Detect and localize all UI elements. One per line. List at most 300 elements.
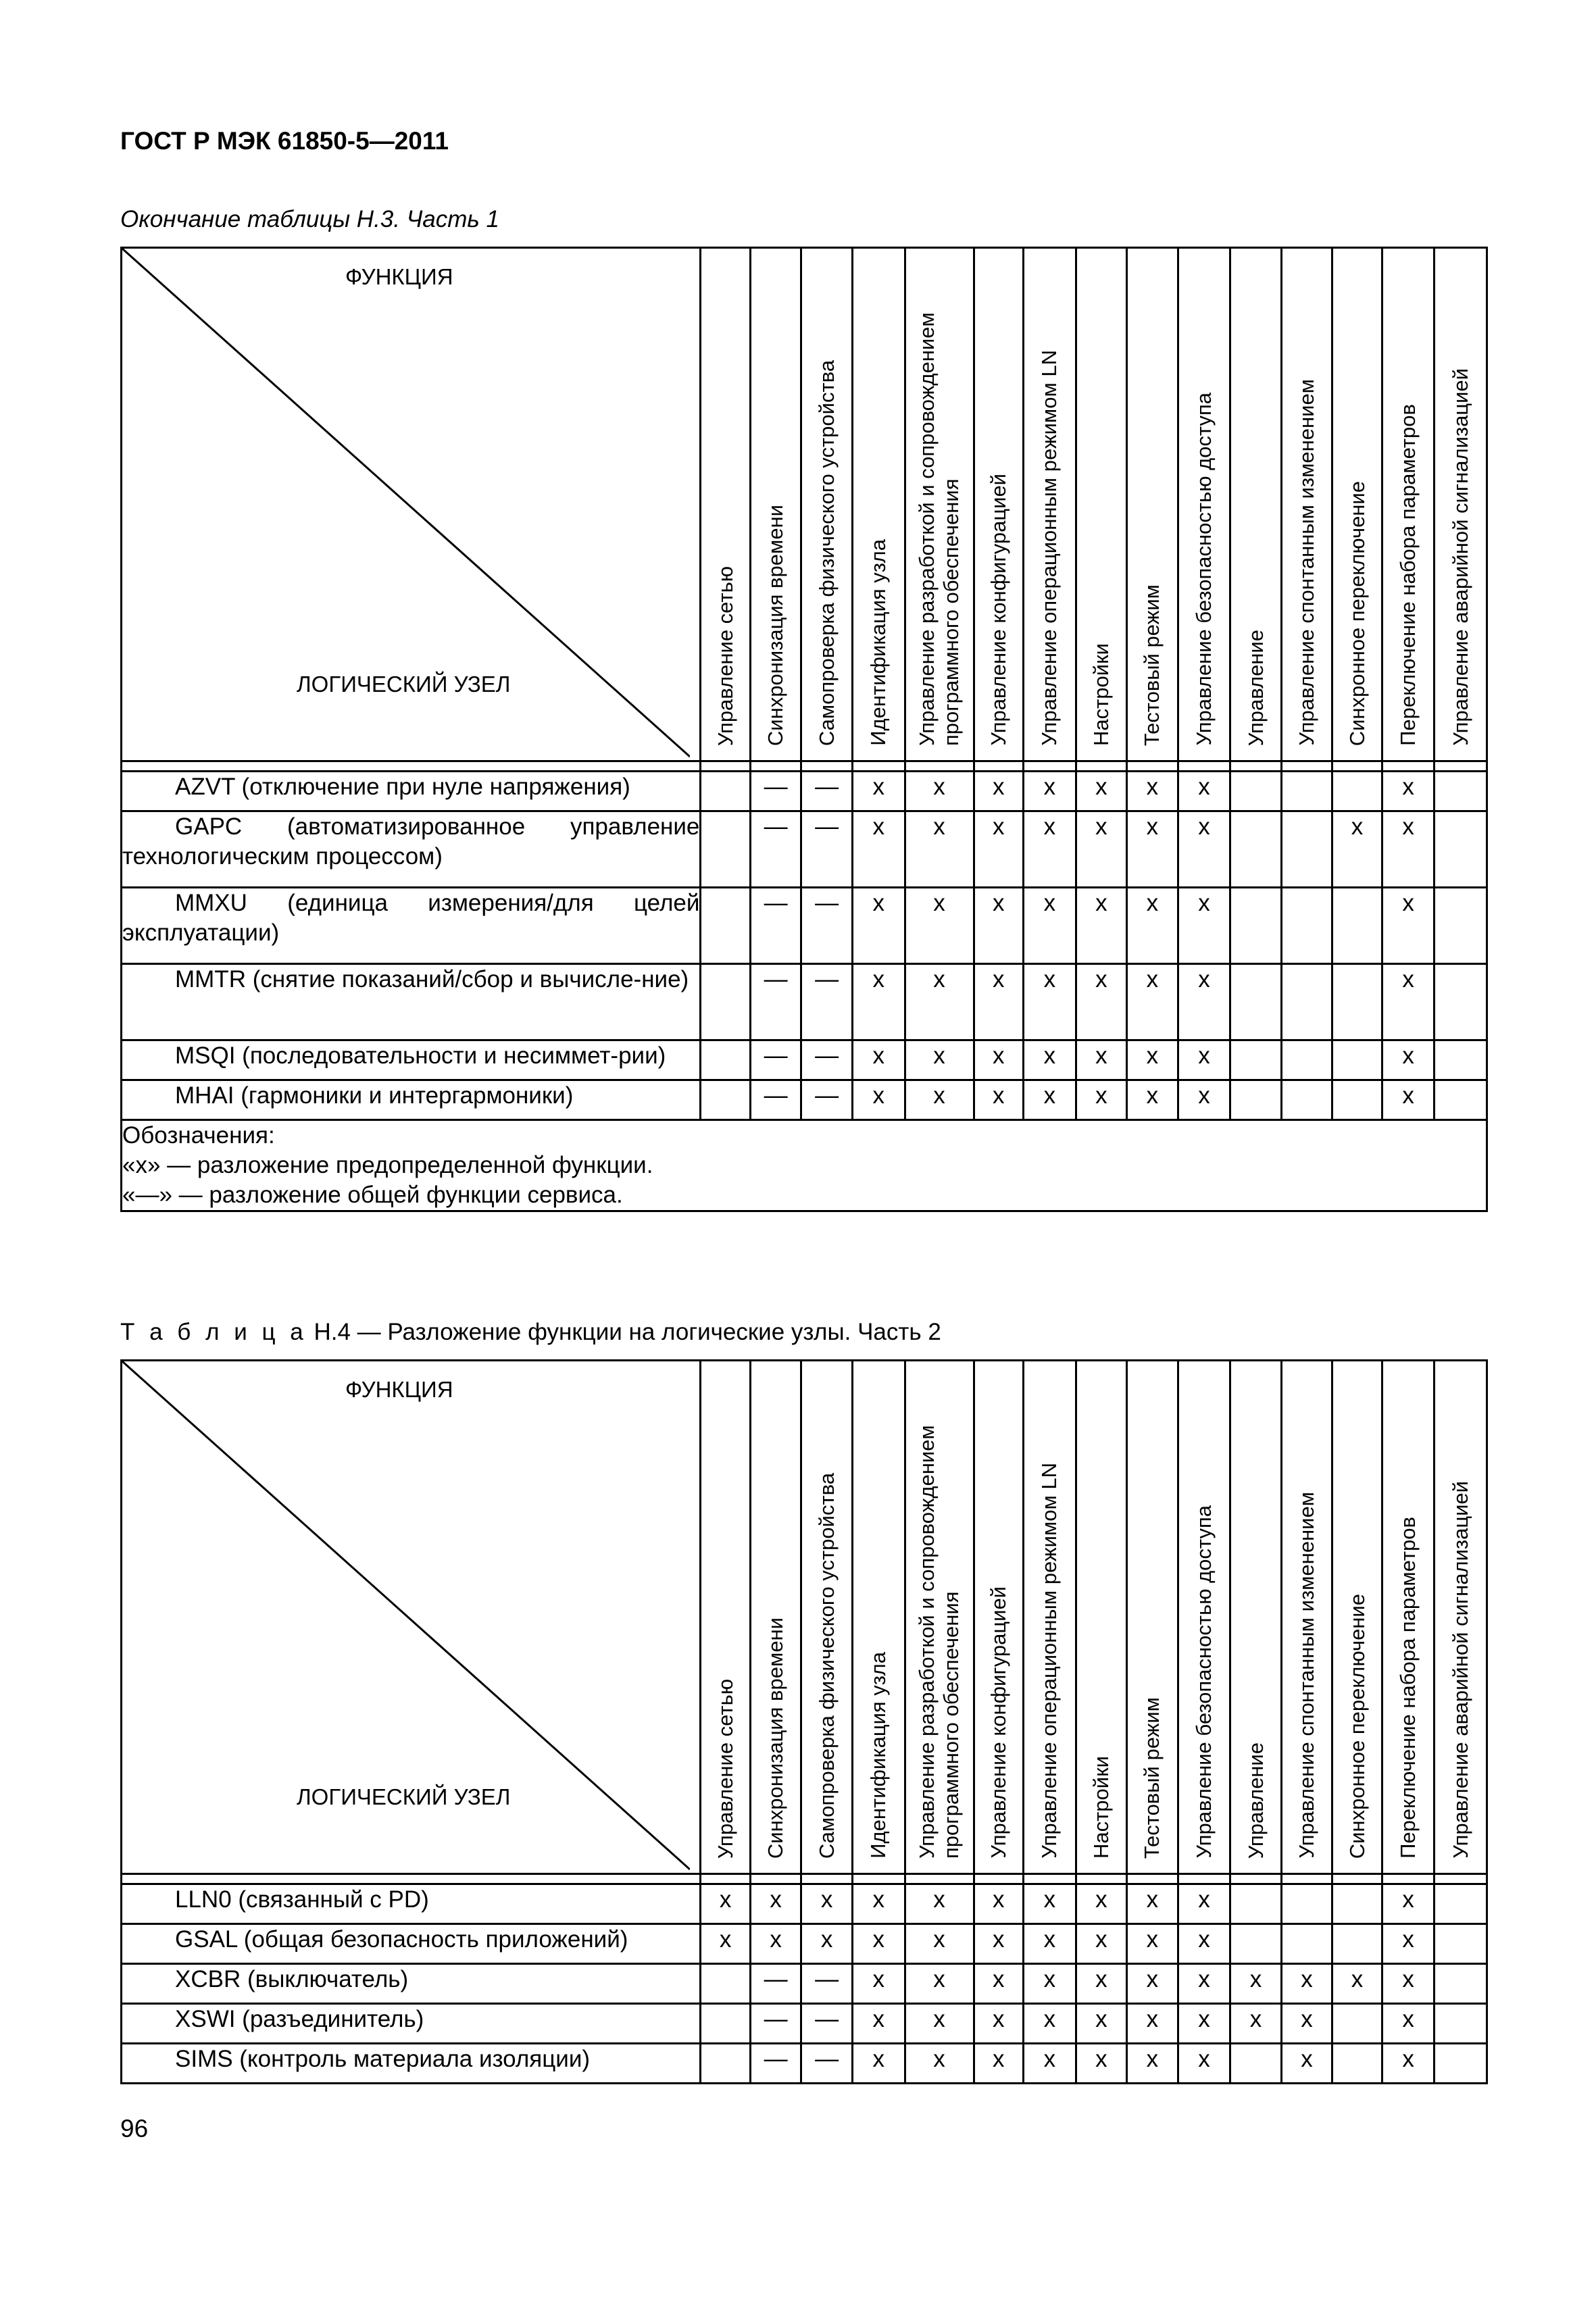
logical-node-name: MHAI (гармоники и интергармоники)	[122, 1080, 701, 1120]
table-cell	[701, 964, 750, 1040]
gap-cell	[750, 1874, 801, 1884]
table-cell: x	[905, 1884, 974, 1924]
gap-cell	[122, 1874, 701, 1884]
table-cell: —	[750, 888, 801, 964]
function-label: ФУНКЦИЯ	[345, 1377, 453, 1402]
table-cell: x	[1178, 1080, 1230, 1120]
table-row	[122, 1964, 1487, 2004]
table-cell	[701, 1080, 750, 1120]
column-header-label: Управление разработкой и сопровождением программного обеспечения	[915, 1425, 964, 1859]
table-cell	[1435, 2044, 1487, 2084]
column-header	[750, 248, 801, 761]
table-cell: x	[974, 964, 1023, 1040]
column-header-label: Управление аварийной сигнализацией	[1448, 1481, 1472, 1859]
column-header	[701, 1361, 750, 1874]
column-header	[750, 1361, 801, 1874]
document-code: ГОСТ Р МЭК 61850-5—2011	[120, 127, 449, 155]
table-cell: x	[750, 1924, 801, 1964]
logical-node-name: SIMS (контроль материала изоляции)	[122, 2044, 701, 2084]
table-cell: x	[1178, 1884, 1230, 1924]
table-cell: x	[974, 1040, 1023, 1080]
column-header	[1332, 1361, 1382, 1874]
table-cell	[1230, 1080, 1282, 1120]
column-header-label: Управление сетью	[713, 565, 737, 746]
gap-cell	[852, 1874, 905, 1884]
table-cell: x	[974, 1884, 1023, 1924]
gap-cell	[1435, 1874, 1487, 1884]
logical-node-name: MMXU (единица измерения/для целей эксплуатации)	[122, 888, 701, 964]
table-cell: x	[905, 811, 974, 888]
table-cell	[1435, 811, 1487, 888]
table-cell: —	[801, 2004, 853, 2044]
table-cell	[701, 888, 750, 964]
table2-caption-rest: Н.4 — Разложение функции на логические узлы. Часть 2	[307, 1319, 941, 1345]
table-cell: —	[750, 1964, 801, 2004]
logical-node-name: AZVT (отключение при нуле напряжения)	[122, 772, 701, 811]
column-header-label: Управление операционным режимом LN	[1037, 350, 1062, 746]
column-header	[1281, 1361, 1332, 1874]
gap-cell	[1382, 1874, 1435, 1884]
table-cell: x	[1024, 2044, 1076, 2084]
table-cell: x	[1178, 1924, 1230, 1964]
table-row	[122, 1080, 1487, 1120]
column-header-label: Настройки	[1089, 643, 1113, 746]
legend-line: «—» — разложение общей функции сервиса.	[122, 1182, 623, 1208]
table2	[120, 1359, 1488, 2084]
column-header	[974, 1361, 1023, 1874]
table-cell	[1435, 1964, 1487, 2004]
table-cell: x	[1076, 1080, 1127, 1120]
table-cell	[1435, 2004, 1487, 2044]
gap-cell	[974, 761, 1023, 772]
table-cell: x	[1127, 2044, 1178, 2084]
table-cell	[1332, 888, 1382, 964]
table-cell: x	[1127, 1080, 1178, 1120]
table-cell	[1332, 1884, 1382, 1924]
table-cell: x	[701, 1884, 750, 1924]
table-cell: x	[1127, 1964, 1178, 2004]
column-header	[1024, 248, 1076, 761]
table-cell: x	[1382, 964, 1435, 1040]
column-header	[974, 248, 1023, 761]
table-cell: —	[801, 964, 853, 1040]
table-row	[122, 2044, 1487, 2084]
table-cell	[1281, 1080, 1332, 1120]
column-header-label: Управление спонтанным изменением	[1295, 379, 1319, 746]
table-cell: x	[1024, 1884, 1076, 1924]
table-cell: x	[1127, 888, 1178, 964]
table-cell: x	[852, 1924, 905, 1964]
table-cell: x	[1178, 811, 1230, 888]
column-header-label: Синхронизация времени	[764, 1617, 788, 1859]
gap-cell	[1230, 1874, 1282, 1884]
table1	[120, 247, 1488, 1212]
column-header-label: Переключение набора параметров	[1396, 404, 1420, 746]
table-cell: x	[1024, 888, 1076, 964]
table-cell: x	[1076, 888, 1127, 964]
table-cell: x	[1024, 1924, 1076, 1964]
logical-node-name: MSQI (последовательности и несиммет-рии)	[122, 1040, 701, 1080]
table-cell: —	[801, 888, 853, 964]
table-cell	[1332, 2004, 1382, 2044]
table-cell: x	[1127, 811, 1178, 888]
table-cell: x	[1382, 1080, 1435, 1120]
table-cell: x	[905, 772, 974, 811]
table-cell	[1435, 1884, 1487, 1924]
gap-cell	[974, 1874, 1023, 1884]
column-header	[1178, 1361, 1230, 1874]
header-corner-cell	[122, 1361, 701, 1874]
table-cell: —	[801, 1040, 853, 1080]
column-header	[1435, 1361, 1487, 1874]
table-cell: —	[801, 1964, 853, 2004]
column-header-label: Переключение набора параметров	[1396, 1517, 1420, 1859]
table-cell	[1435, 1924, 1487, 1964]
table-cell	[1281, 888, 1332, 964]
legend-line: Обозначения:	[122, 1122, 275, 1149]
column-header-label: Управление разработкой и сопровождением программного обеспечения	[915, 312, 964, 746]
table-cell: x	[1382, 772, 1435, 811]
column-header	[852, 248, 905, 761]
table-cell: x	[974, 2004, 1023, 2044]
table-cell: x	[1076, 1040, 1127, 1080]
table-cell: x	[905, 888, 974, 964]
column-header-label: Управление	[1243, 629, 1268, 746]
table-row	[122, 1040, 1487, 1080]
gap-cell	[1178, 761, 1230, 772]
gap-cell	[1127, 761, 1178, 772]
gap-cell	[750, 761, 801, 772]
table-cell: x	[1127, 772, 1178, 811]
table-row	[122, 2004, 1487, 2044]
column-header	[1230, 248, 1282, 761]
table-cell: x	[1076, 2004, 1127, 2044]
table-cell	[1435, 772, 1487, 811]
function-label: ФУНКЦИЯ	[345, 264, 453, 289]
table-cell	[1332, 772, 1382, 811]
column-header	[701, 248, 750, 761]
table-cell: x	[1281, 2044, 1332, 2084]
table-cell	[1332, 2044, 1382, 2084]
table-cell	[1332, 964, 1382, 1040]
gap-cell	[122, 761, 701, 772]
table-cell	[1230, 964, 1282, 1040]
table-cell: x	[1382, 2044, 1435, 2084]
gap-cell	[905, 761, 974, 772]
table-cell	[1281, 772, 1332, 811]
table-cell: x	[1024, 2004, 1076, 2044]
table-cell: x	[905, 1080, 974, 1120]
table-cell	[701, 811, 750, 888]
table-cell: x	[801, 1924, 853, 1964]
table-cell: —	[750, 1040, 801, 1080]
column-header-label: Синхронное переключение	[1345, 480, 1369, 746]
table-cell	[701, 2044, 750, 2084]
table-cell	[1435, 964, 1487, 1040]
logical-node-name: XCBR (выключатель)	[122, 1964, 701, 2004]
table-cell: x	[1024, 772, 1076, 811]
table-cell	[1281, 811, 1332, 888]
column-header	[905, 248, 974, 761]
table-row	[122, 772, 1487, 811]
table-cell: x	[750, 1884, 801, 1924]
header-gap-row	[122, 1874, 1487, 1884]
table-cell: x	[852, 772, 905, 811]
table-cell	[1281, 1040, 1332, 1080]
table-cell: x	[974, 2044, 1023, 2084]
column-header	[1024, 1361, 1076, 1874]
table-cell: x	[1024, 1040, 1076, 1080]
column-header	[1332, 248, 1382, 761]
table-cell	[1230, 811, 1282, 888]
table-cell: x	[1076, 2044, 1127, 2084]
table-cell: x	[852, 2044, 905, 2084]
table-row	[122, 964, 1487, 1040]
table2-caption	[120, 1319, 941, 1346]
table-cell: x	[1024, 1080, 1076, 1120]
table-cell: x	[1178, 1040, 1230, 1080]
column-header	[852, 1361, 905, 1874]
table-cell: —	[750, 2004, 801, 2044]
column-header-label: Настройки	[1089, 1755, 1113, 1859]
table-row	[122, 811, 1487, 888]
table1-caption: Окончание таблицы Н.3. Часть 1	[120, 206, 500, 232]
column-header	[1127, 1361, 1178, 1874]
table-cell: x	[905, 2044, 974, 2084]
logical-node-name: XSWI (разъединитель)	[122, 2004, 701, 2044]
table-cell: x	[1382, 888, 1435, 964]
table-cell: x	[801, 1884, 853, 1924]
column-header	[1076, 248, 1127, 761]
column-header-label: Идентификация узла	[866, 1652, 891, 1859]
table-cell: x	[1076, 1924, 1127, 1964]
table-cell: x	[1024, 964, 1076, 1040]
table-cell: x	[974, 772, 1023, 811]
table-cell: x	[1178, 2044, 1230, 2084]
table-cell	[701, 772, 750, 811]
legend-line: «x» — разложение предопределенной функции.	[122, 1152, 653, 1178]
gap-cell	[701, 761, 750, 772]
table-cell: x	[852, 2004, 905, 2044]
column-header	[1178, 248, 1230, 761]
table-cell	[1281, 964, 1332, 1040]
table-cell	[1332, 1080, 1382, 1120]
column-header-label: Синхронное переключение	[1345, 1593, 1369, 1859]
column-header-label: Управление безопасностью доступа	[1191, 1505, 1216, 1859]
table-cell	[1281, 1924, 1332, 1964]
column-header	[1230, 1361, 1282, 1874]
table-cell: x	[1281, 1964, 1332, 2004]
column-header	[1281, 248, 1332, 761]
column-header-label: Тестовый режим	[1140, 584, 1164, 746]
column-header	[801, 248, 853, 761]
gap-cell	[852, 761, 905, 772]
logical-node-name: MMTR (снятие показаний/сбор и вычисле-ние)	[122, 964, 701, 1040]
gap-cell	[1024, 1874, 1076, 1884]
column-header	[1127, 248, 1178, 761]
column-header-label: Управление аварийной сигнализацией	[1448, 368, 1472, 746]
gap-cell	[905, 1874, 974, 1884]
table-cell: x	[701, 1924, 750, 1964]
table-cell: x	[974, 811, 1023, 888]
table-cell: —	[801, 772, 853, 811]
page-number: 96	[120, 2115, 149, 2142]
column-header-label: Идентификация узла	[866, 539, 891, 746]
table-cell	[1230, 888, 1282, 964]
table-cell: x	[974, 1964, 1023, 2004]
table-cell: x	[1127, 2004, 1178, 2044]
table-cell: x	[1178, 1964, 1230, 2004]
table-cell	[1230, 1924, 1282, 1964]
table-cell	[1435, 1040, 1487, 1080]
table-cell: —	[750, 772, 801, 811]
gap-cell	[1281, 761, 1332, 772]
column-header-label: Управление конфигурацией	[986, 474, 1010, 746]
gap-cell	[1230, 761, 1282, 772]
table1-header-row	[122, 248, 1487, 761]
table-cell: x	[852, 811, 905, 888]
table-cell	[701, 1040, 750, 1080]
table-cell: x	[852, 1964, 905, 2004]
table-cell: x	[1024, 811, 1076, 888]
table-cell: x	[905, 1924, 974, 1964]
table-cell	[701, 2004, 750, 2044]
logical-node-name: GAPC (автоматизированное управление технологическим процессом)	[122, 811, 701, 888]
column-header-label: Самопроверка физического устройства	[814, 359, 839, 746]
gap-cell	[1024, 761, 1076, 772]
logical-node-label: ЛОГИЧЕСКИЙ УЗЕЛ	[297, 672, 511, 697]
table-cell: x	[852, 888, 905, 964]
column-header	[1076, 1361, 1127, 1874]
column-header-label: Управление безопасностью доступа	[1191, 393, 1216, 746]
header-corner-cell	[122, 248, 701, 761]
table-cell: x	[1382, 2004, 1435, 2044]
column-header-label: Тестовый режим	[1140, 1696, 1164, 1859]
table-row	[122, 888, 1487, 964]
table-cell: x	[1076, 1884, 1127, 1924]
gap-cell	[1332, 761, 1382, 772]
legend	[122, 1120, 1487, 1211]
table-cell: x	[1076, 811, 1127, 888]
table-cell: —	[750, 2044, 801, 2084]
column-header-label: Управление конфигурацией	[986, 1586, 1010, 1859]
table-cell: x	[1382, 811, 1435, 888]
gap-cell	[1382, 761, 1435, 772]
column-header	[1382, 248, 1435, 761]
gap-cell	[1178, 1874, 1230, 1884]
table-cell: x	[1230, 1964, 1282, 2004]
table-cell: x	[1127, 1924, 1178, 1964]
gap-cell	[1076, 1874, 1127, 1884]
logical-node-label: ЛОГИЧЕСКИЙ УЗЕЛ	[297, 1784, 511, 1809]
table-cell: x	[1281, 2004, 1332, 2044]
table-cell: x	[974, 1080, 1023, 1120]
table-cell: x	[974, 888, 1023, 964]
gap-cell	[1076, 761, 1127, 772]
table-cell	[1230, 1040, 1282, 1080]
table-cell: x	[1332, 1964, 1382, 2004]
table-cell: x	[905, 1964, 974, 2004]
table-cell: x	[1382, 1040, 1435, 1080]
column-header-label: Синхронизация времени	[764, 504, 788, 746]
table2-caption-prefix: Т а б л и ц а	[120, 1319, 307, 1345]
table-cell: x	[1127, 1884, 1178, 1924]
column-header	[1382, 1361, 1435, 1874]
logical-node-name: GSAL (общая безопасность приложений)	[122, 1924, 701, 1964]
table-cell: x	[974, 1924, 1023, 1964]
table-cell: x	[1230, 2004, 1282, 2044]
table-cell: x	[1178, 2004, 1230, 2044]
gap-cell	[801, 761, 853, 772]
table-cell: x	[1382, 1924, 1435, 1964]
table-cell: x	[1178, 964, 1230, 1040]
legend-row	[122, 1120, 1487, 1211]
table-cell	[1230, 1884, 1282, 1924]
table2-header-row	[122, 1361, 1487, 1874]
gap-cell	[1127, 1874, 1178, 1884]
column-header	[905, 1361, 974, 1874]
table-cell	[701, 1964, 750, 2004]
gap-cell	[801, 1874, 853, 1884]
table-cell: —	[750, 811, 801, 888]
column-header	[1435, 248, 1487, 761]
table-cell: —	[801, 1080, 853, 1120]
table-cell: x	[1382, 1964, 1435, 2004]
table-cell	[1230, 2044, 1282, 2084]
table-row	[122, 1884, 1487, 1924]
table-cell: x	[1127, 1040, 1178, 1080]
table-cell: —	[750, 964, 801, 1040]
table-cell: x	[1076, 772, 1127, 811]
table-cell: x	[1178, 888, 1230, 964]
table-cell	[1332, 1040, 1382, 1080]
logical-node-name: LLN0 (связанный с PD)	[122, 1884, 701, 1924]
column-header	[801, 1361, 853, 1874]
column-header-label: Самопроверка физического устройства	[814, 1472, 839, 1859]
table-cell: —	[801, 2044, 853, 2084]
table-cell: x	[1076, 964, 1127, 1040]
table-cell	[1281, 1884, 1332, 1924]
table-cell: x	[1332, 811, 1382, 888]
table-cell: —	[750, 1080, 801, 1120]
table-cell: x	[1382, 1884, 1435, 1924]
table-cell: x	[1127, 964, 1178, 1040]
table-cell: x	[852, 1884, 905, 1924]
table-row	[122, 1924, 1487, 1964]
table-cell	[1435, 1080, 1487, 1120]
table-cell: x	[905, 964, 974, 1040]
table-cell	[1332, 1924, 1382, 1964]
table-cell: —	[801, 811, 853, 888]
gap-cell	[1435, 761, 1487, 772]
table-cell: x	[1076, 1964, 1127, 2004]
table-cell	[1230, 772, 1282, 811]
gap-cell	[1281, 1874, 1332, 1884]
table-cell: x	[905, 1040, 974, 1080]
table-cell: x	[1178, 772, 1230, 811]
table-cell: x	[852, 1080, 905, 1120]
column-header-label: Управление спонтанным изменением	[1295, 1492, 1319, 1859]
table-cell: x	[905, 2004, 974, 2044]
column-header-label: Управление	[1243, 1742, 1268, 1859]
table-cell	[1435, 888, 1487, 964]
column-header-label: Управление сетью	[713, 1678, 737, 1859]
table-cell: x	[852, 964, 905, 1040]
table-cell: x	[852, 1040, 905, 1080]
header-gap-row	[122, 761, 1487, 772]
gap-cell	[1332, 1874, 1382, 1884]
column-header-label: Управление операционным режимом LN	[1037, 1463, 1062, 1859]
